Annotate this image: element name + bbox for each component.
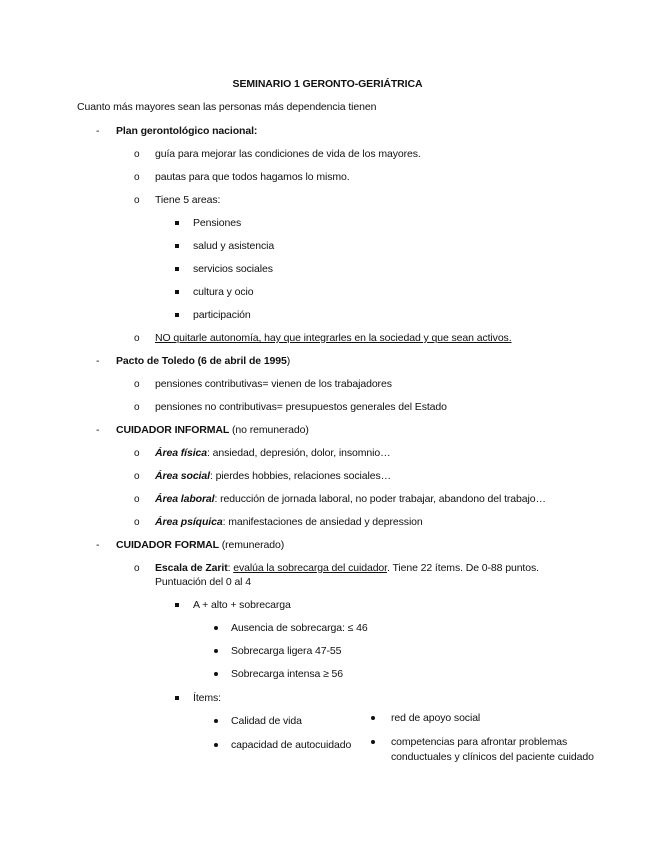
zarit-text: . Tiene 22 ítems. De 0-88 puntos. bbox=[387, 562, 539, 574]
scale-item: Sobrecarga ligera 47-55 bbox=[231, 645, 342, 657]
list-item: guía para mejorar las condiciones de vida de los mayores. bbox=[155, 148, 421, 160]
dot-bullet bbox=[214, 626, 218, 630]
zarit-label: Escala de Zarit bbox=[155, 562, 228, 574]
item-right-continued: conductuales y clínicos del paciente cuidado bbox=[391, 751, 594, 763]
formal-heading-tail: (remunerado) bbox=[218, 539, 285, 551]
section-heading-informal bbox=[116, 423, 309, 437]
list-item: pensiones contributivas= vienen de los trabajadores bbox=[155, 378, 392, 390]
section-heading-plan: Plan gerontológico nacional: bbox=[116, 125, 258, 137]
section-heading-formal bbox=[116, 538, 284, 552]
circle-bullet: o bbox=[134, 563, 140, 574]
area-label: Área psíquica bbox=[155, 516, 223, 528]
dot-bullet bbox=[214, 649, 218, 653]
square-bullet bbox=[175, 267, 179, 271]
circle-bullet: o bbox=[134, 494, 140, 505]
intro-text: Cuanto más mayores sean las personas más dependencia tienen bbox=[77, 101, 377, 113]
square-bullet bbox=[175, 221, 179, 225]
square-bullet bbox=[175, 696, 179, 700]
square-bullet bbox=[175, 290, 179, 294]
circle-bullet: o bbox=[134, 333, 140, 344]
informal-heading-tail: (no remunerado) bbox=[229, 424, 309, 436]
area-item: participación bbox=[193, 309, 251, 321]
item-left: Calidad de vida bbox=[231, 715, 302, 727]
items-heading: Ítems: bbox=[193, 692, 221, 704]
dot-bullet bbox=[214, 719, 218, 723]
page-title: SEMINARIO 1 GERONTO-GERIÁTRICA bbox=[232, 78, 423, 90]
circle-bullet: o bbox=[134, 149, 140, 160]
area-text: : ansiedad, depresión, dolor, insomnio… bbox=[207, 447, 391, 459]
formal-heading-text: CUIDADOR FORMAL bbox=[116, 539, 219, 551]
area-label: Área laboral bbox=[155, 493, 215, 505]
square-bullet bbox=[175, 244, 179, 248]
zarit-sep: : bbox=[227, 562, 234, 574]
dot-bullet bbox=[214, 672, 218, 676]
scale-item: Sobrecarga intensa ≥ 56 bbox=[231, 668, 344, 680]
toledo-heading-tail: ) bbox=[286, 355, 291, 367]
area-text: : reducción de jornada laboral, no poder trabajar, abandono del trabajo… bbox=[214, 493, 546, 505]
circle-bullet: o bbox=[134, 195, 140, 206]
circle-bullet: o bbox=[134, 471, 140, 482]
circle-bullet: o bbox=[134, 448, 140, 459]
item-right: red de apoyo social bbox=[391, 712, 481, 724]
list-item bbox=[155, 446, 390, 460]
dash-marker: - bbox=[96, 424, 100, 436]
square-bullet bbox=[175, 313, 179, 317]
dot-bullet bbox=[371, 740, 375, 744]
dash-marker: - bbox=[96, 539, 100, 551]
circle-bullet: o bbox=[134, 379, 140, 390]
list-item bbox=[155, 515, 423, 529]
area-label: Área social bbox=[155, 470, 210, 482]
circle-bullet: o bbox=[134, 172, 140, 183]
area-item: cultura y ocio bbox=[193, 286, 254, 298]
zarit-line-2: Puntuación del 0 al 4 bbox=[155, 576, 251, 588]
area-label: Área física bbox=[155, 447, 208, 459]
square-bullet bbox=[175, 603, 179, 607]
area-text: : pierdes hobbies, relaciones sociales… bbox=[209, 470, 392, 482]
zarit-line bbox=[155, 561, 539, 575]
circle-bullet: o bbox=[134, 517, 140, 528]
list-item: pensiones no contributivas= presupuestos generales del Estado bbox=[155, 401, 447, 413]
dash-marker: - bbox=[96, 355, 100, 367]
zarit-underlined: evalúa la sobrecarga del cuidador bbox=[233, 562, 387, 574]
area-item: servicios sociales bbox=[193, 263, 273, 275]
informal-heading-text: CUIDADOR INFORMAL bbox=[116, 424, 230, 436]
area-item: Pensiones bbox=[193, 217, 242, 229]
list-item: pautas para que todos hagamos lo mismo. bbox=[155, 171, 350, 183]
scale-heading: A + alto + sobrecarga bbox=[193, 599, 291, 611]
toledo-heading-text: Pacto de Toledo (6 de abril de 1995 bbox=[116, 355, 287, 367]
list-item bbox=[155, 469, 391, 483]
dash-marker: - bbox=[96, 125, 100, 137]
area-text: : manifestaciones de ansiedad y depression bbox=[222, 516, 423, 528]
section-heading-toledo bbox=[116, 354, 290, 368]
item-right: competencias para afrontar problemas bbox=[391, 736, 568, 748]
list-item bbox=[155, 492, 546, 506]
list-item: Tiene 5 areas: bbox=[155, 194, 221, 206]
item-left: capacidad de autocuidado bbox=[231, 739, 352, 751]
dot-bullet bbox=[214, 743, 218, 747]
circle-bullet: o bbox=[134, 402, 140, 413]
dot-bullet bbox=[371, 716, 375, 720]
scale-item: Ausencia de sobrecarga: ≤ 46 bbox=[231, 622, 368, 634]
autonomy-note: NO quitarle autonomía, hay que integrarles en la sociedad y que sean activos. bbox=[155, 332, 512, 344]
area-item: salud y asistencia bbox=[193, 240, 275, 252]
